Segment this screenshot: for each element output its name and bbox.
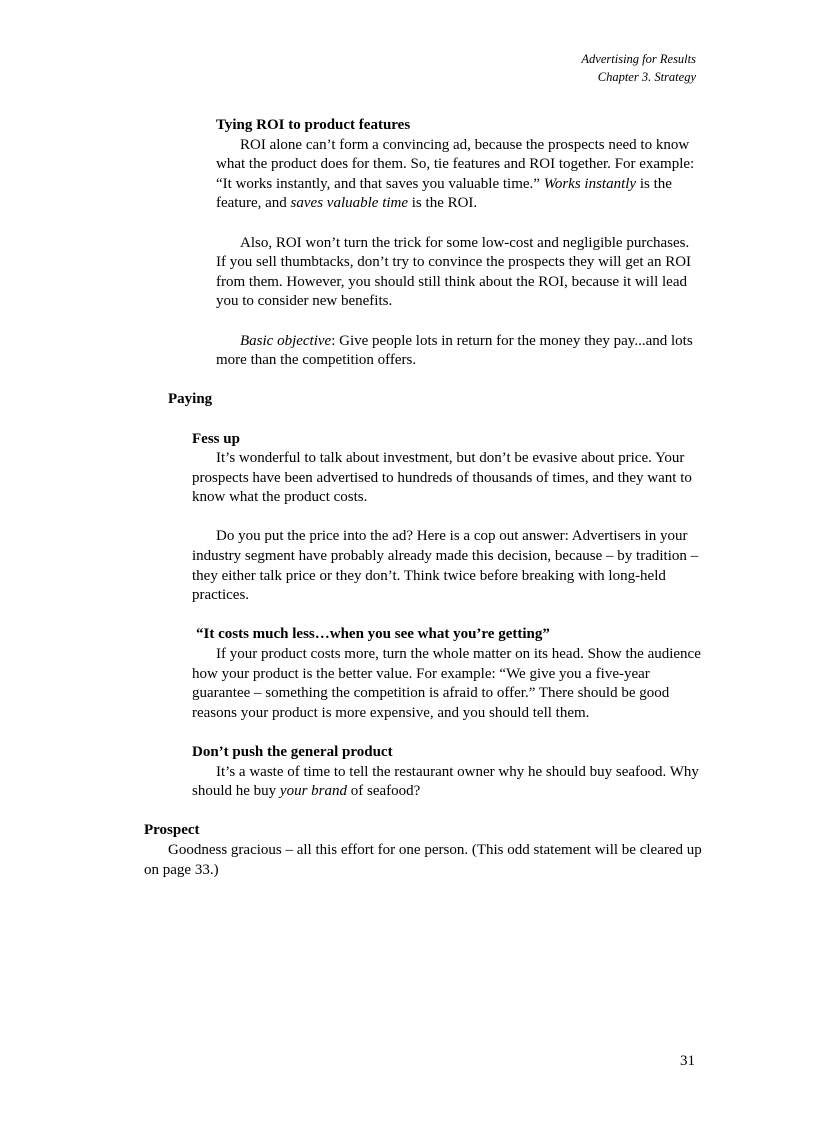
section-heading: Paying: [168, 391, 213, 408]
italic-text: your brand: [279, 783, 348, 800]
page-content: [0, 116, 816, 880]
page-number: 31: [680, 1053, 695, 1069]
paragraph: Goodness gracious – all this effort for one person. (This odd statement will be cleared up on page 33.): [144, 841, 702, 878]
paragraph: It’s wonderful to talk about investment, but don’t be evasive about price. Your prospects have been advertised to hundreds of thousands of times, and they want to know what the product costs.: [192, 450, 692, 506]
chapter-title: Chapter 3. Strategy: [597, 70, 696, 84]
paragraph: [216, 136, 702, 214]
text-run: ROI alone can’t form a convincing ad, because the prospects need to know what the product does for them. So, tie features and ROI together. For example: “It works instantly, and that saves you valuable time.”: [216, 136, 695, 192]
section-paying: [168, 390, 702, 410]
paragraph: [192, 763, 702, 802]
text-run: : Give people lots in return for the money they pay...and lots more than the competition offers.: [216, 332, 693, 369]
section-general-product: [192, 743, 702, 802]
italic-text: Works instantly: [543, 175, 637, 192]
section-fess-up: [192, 430, 702, 606]
italic-text: saves valuable time: [290, 195, 409, 212]
section-heading: Don’t push the general product: [192, 744, 393, 760]
section-prospect: [144, 821, 702, 880]
section-heading: “It costs much less…when you see what you’re getting”: [196, 626, 550, 643]
section-heading: Prospect: [144, 822, 200, 839]
running-header: [581, 50, 696, 86]
paragraph: Also, ROI won’t turn the trick for some low-cost and negligible purchases. If you sell thumbtacks, don’t try to convince the prospects they will get an ROI from them. However, you should still think about the ROI, because it will lead you to consider new benefits.: [216, 234, 692, 310]
section-heading: Fess up: [192, 430, 240, 447]
section-tying-roi: [216, 116, 702, 371]
paragraph: Do you put the price into the ad? Here is a cop out answer: Advertisers in your industry segment have probably already made this decision, because – by tradition – they either talk price or they don’t. Think twice before breaking with long-held practices.: [192, 528, 699, 604]
paragraph: [216, 332, 702, 371]
book-title: Advertising for Results: [581, 52, 696, 66]
section-heading: Tying ROI to product features: [216, 117, 411, 133]
italic-text: Basic objective: [240, 332, 332, 349]
section-costs-less: [192, 625, 702, 723]
text-run: of seafood?: [347, 783, 421, 800]
text-run: is the ROI.: [408, 195, 478, 212]
paragraph: If your product costs more, turn the whole matter on its head. Show the audience how your product is the better value. For example: “We give you a five-year guarantee – something the competition is afraid to offer.” There should be good reasons your product is more expensive, and you should tell them.: [192, 646, 701, 721]
text-run: It’s a waste of time to tell the restaurant owner why he should buy seafood. Why should he buy: [192, 763, 699, 800]
text-run: is the feature, and: [216, 175, 672, 212]
